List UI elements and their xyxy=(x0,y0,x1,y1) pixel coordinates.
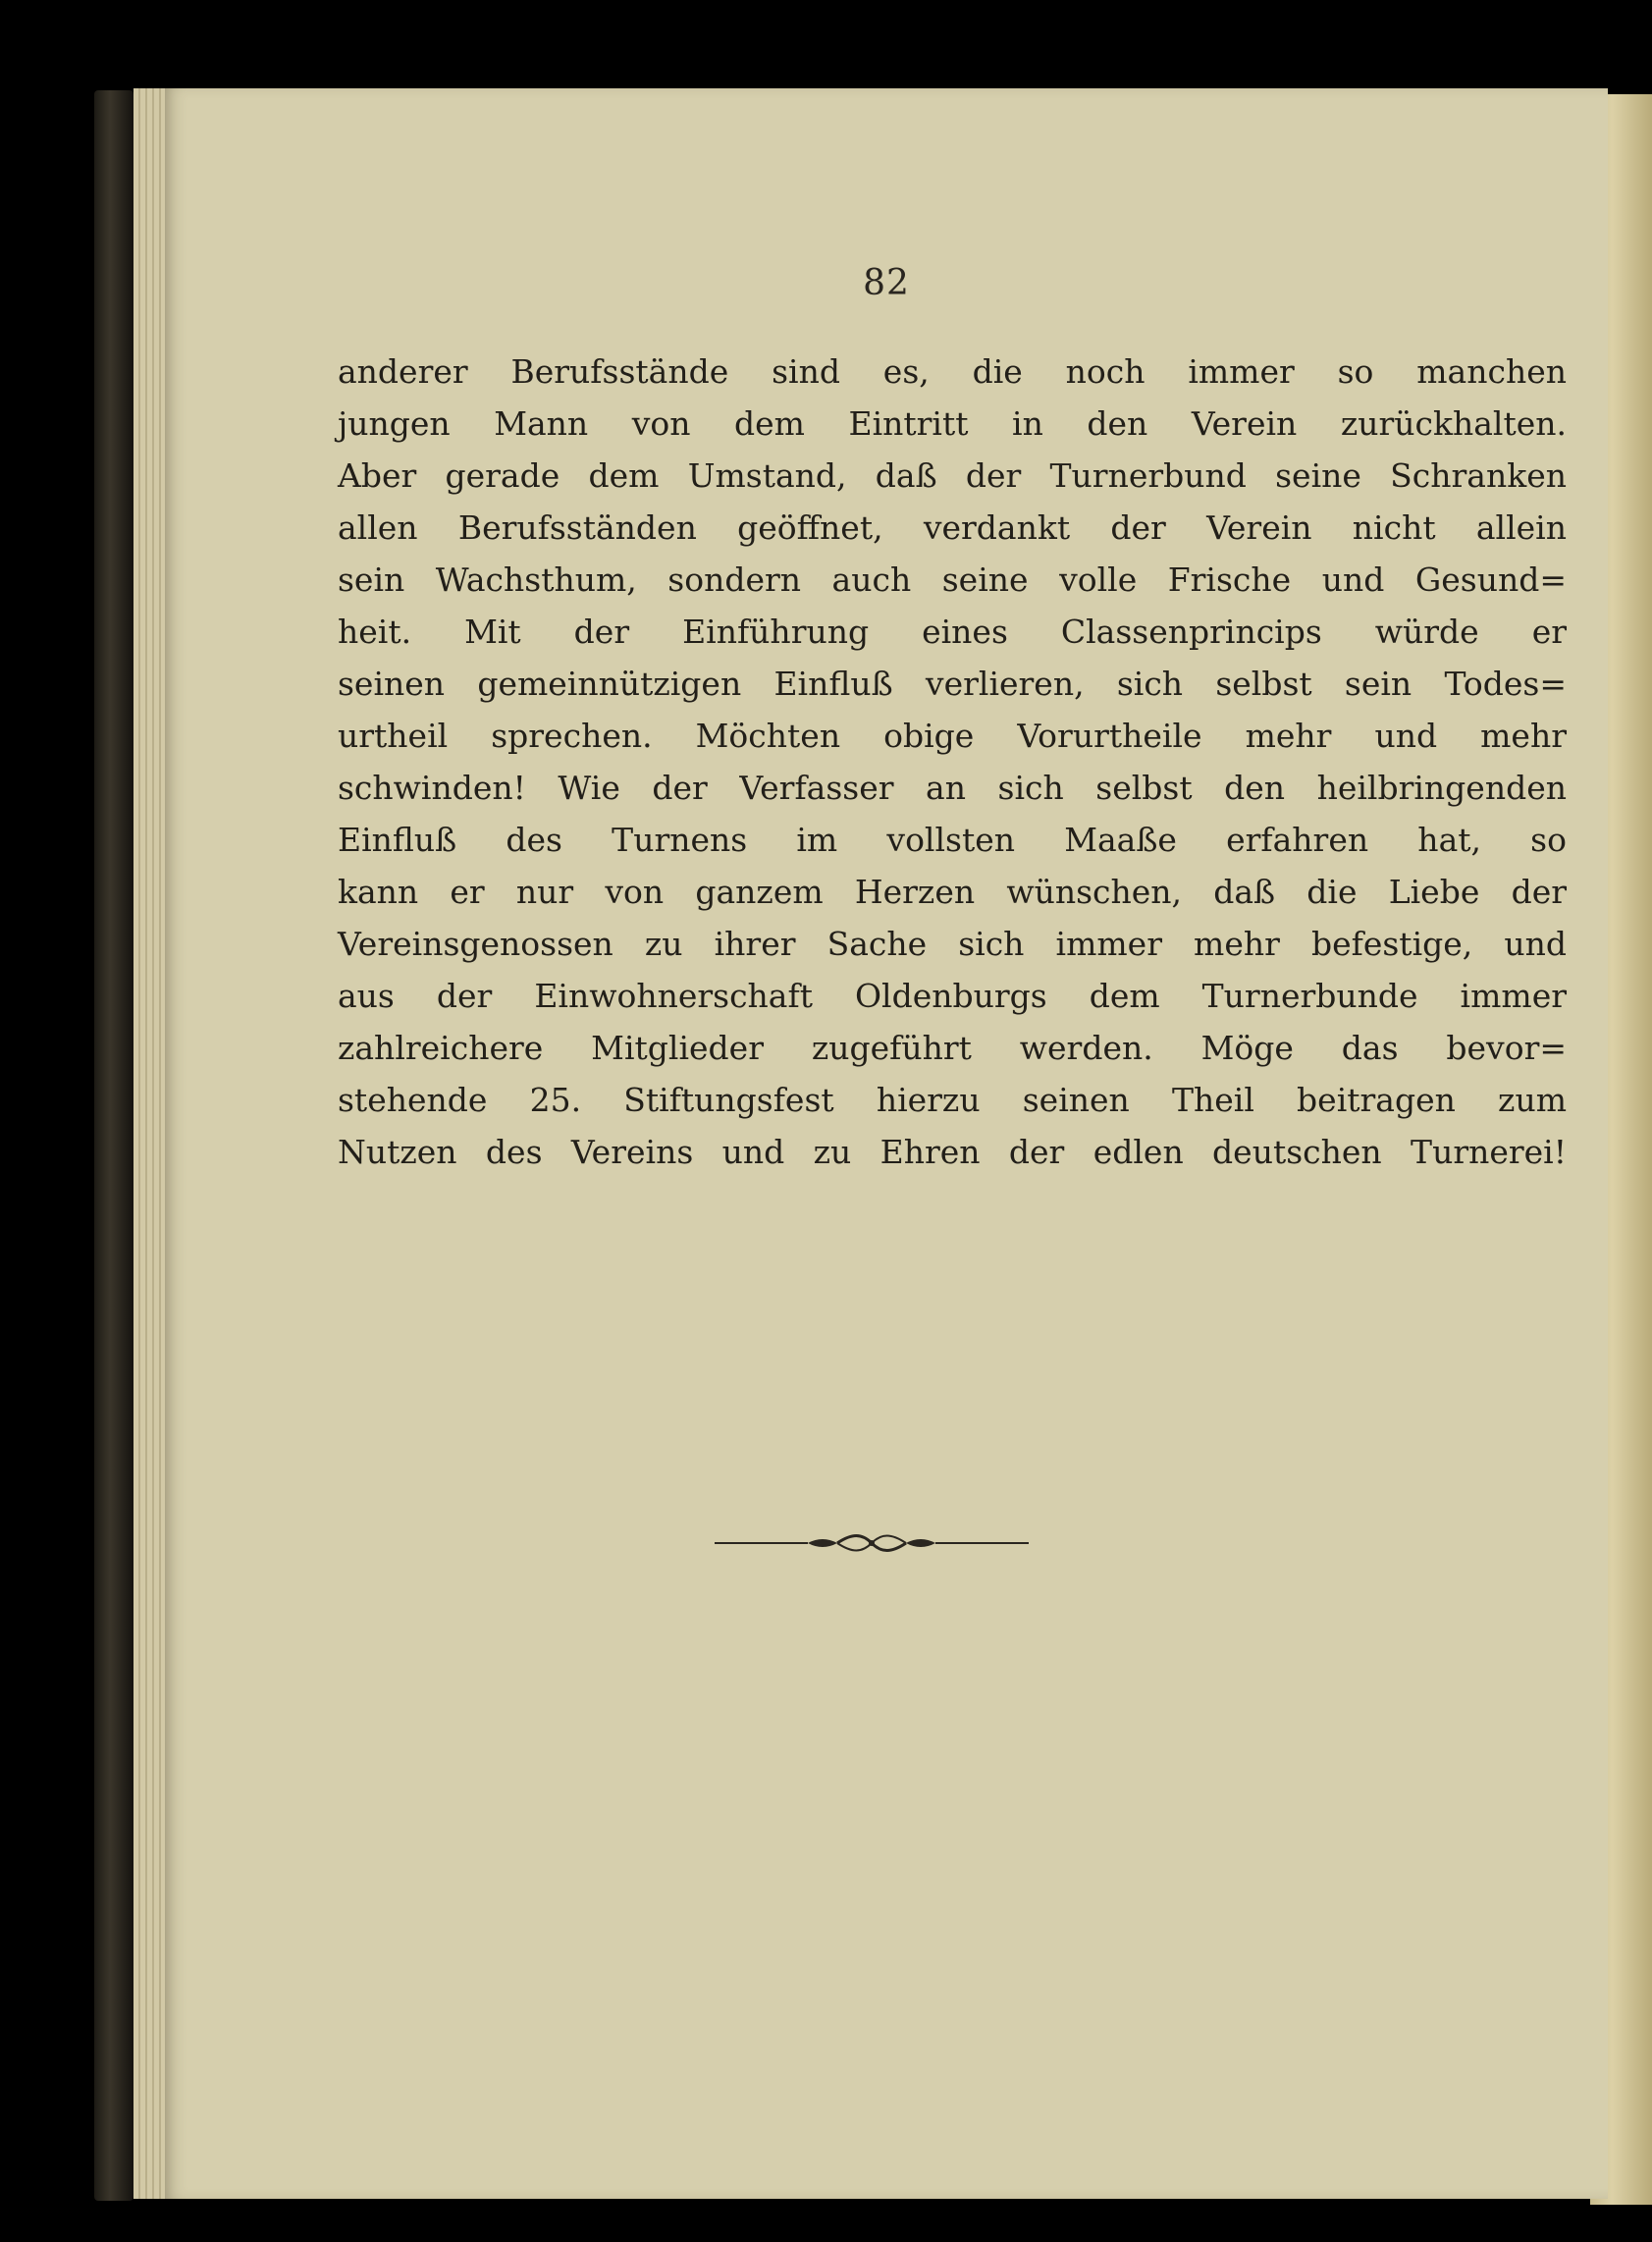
divider-ornament xyxy=(715,1531,1029,1555)
page-number: 82 xyxy=(863,263,910,303)
text-line: zahlreichere Mitglieder zugeführt werden. Möge das bevor= xyxy=(338,1029,1567,1067)
text-line: kann er nur von ganzem Herzen wünschen, daß die Liebe der xyxy=(338,873,1567,911)
text-line: jungen Mann von dem Eintritt in den Verein zurückhalten. xyxy=(338,404,1567,443)
book-page xyxy=(165,88,1608,2199)
text-line: Nutzen des Vereins und zu Ehren der edlen deutschen Turnerei! xyxy=(338,1133,1567,1171)
text-line: Vereinsgenossen zu ihrer Sache sich immer mehr befestige, und xyxy=(338,925,1567,963)
body-text xyxy=(338,346,1567,1178)
book-spine xyxy=(94,90,133,2201)
text-line: Einfluß des Turnens im vollsten Maaße erfahren hat, so xyxy=(338,821,1567,859)
text-line: sein Wachsthum, sondern auch seine volle Frische und Gesund= xyxy=(338,560,1567,599)
text-line: heit. Mit der Einführung eines Classenprincips würde er xyxy=(338,613,1567,651)
text-line: aus der Einwohnerschaft Oldenburgs dem Turnerbunde immer xyxy=(338,977,1567,1015)
text-line: seinen gemeinnützigen Einfluß verlieren, sich selbst sein Todes= xyxy=(338,665,1567,703)
text-line: urtheil sprechen. Möchten obige Vorurtheile mehr und mehr xyxy=(338,717,1567,755)
text-line: Aber gerade dem Umstand, daß der Turnerbund seine Schranken xyxy=(338,456,1567,495)
text-line: anderer Berufsstände sind es, die noch immer so manchen xyxy=(338,352,1567,391)
text-line: stehende 25. Stiftungsfest hierzu seinen Theil beitragen zum xyxy=(338,1081,1567,1119)
text-line: schwinden! Wie der Verfasser an sich selbst den heilbringenden xyxy=(338,769,1567,807)
text-line: allen Berufsständen geöffnet, verdankt der Verein nicht allein xyxy=(338,508,1567,547)
